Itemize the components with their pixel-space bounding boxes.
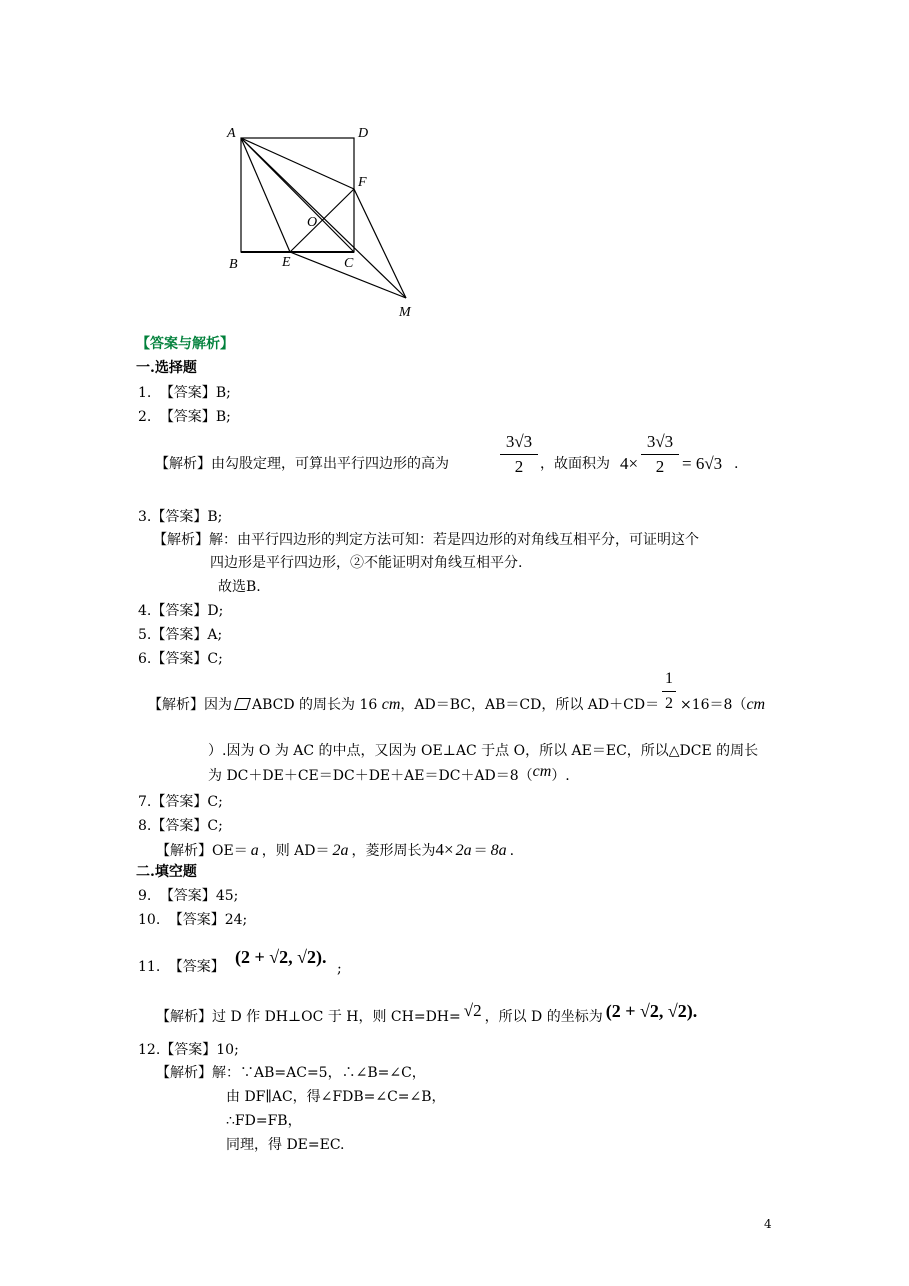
q6-explanation [148,697,659,713]
q12-number: 12. [138,1042,161,1058]
page-number: 4 [764,1217,772,1231]
q8-tag: 【答案】 [151,818,208,834]
q1-tag: 【答案】 [159,385,216,401]
label-e: E [282,255,291,270]
q10-tag: 【答案】 [168,912,225,928]
q2-frac2-den: 2 [641,454,679,477]
q3-explanation [153,533,699,547]
q10-answer: 24; [224,912,248,928]
segment-af [241,138,354,189]
q6-p1: 因为 [204,697,232,713]
q6-frac-den: 2 [662,691,676,713]
q6-line3-b: ）. [551,768,570,784]
q6-line [138,652,223,666]
q8-p2: ，则 AD＝ [261,843,330,859]
q8-explanation [156,841,514,859]
q11-p2: ，所以 D 的坐标为 [484,1009,603,1025]
q8-p3: ，菱形周长为 [351,843,436,859]
q3-jx-tag: 【解析】 [153,532,209,548]
q12-l2: 由 DF∥AC，得∠FDB=∠C=∠B， [226,1089,446,1105]
q12-tag: 【答案】 [160,1042,217,1058]
q4-line [138,604,223,618]
q8-p4: ＝ [473,843,488,859]
q6-cm-unit-2: cm [746,696,766,713]
q12-jx-tag: 【解析】 [156,1065,212,1081]
q2-height-fraction [500,432,538,477]
q7-line [138,795,223,809]
q10-line [138,913,247,927]
q9-answer: 45; [215,888,239,904]
answers-heading: 【答案与解析】 [136,336,234,352]
segment-fm [354,189,406,298]
segment-am [241,138,406,298]
q11-answer-math: (2 + √2, √2). [235,947,327,967]
q11-tag: 【答案】 [168,959,225,975]
q12-l4: 同理，得 DE=EC. [226,1137,345,1153]
q2-area-fraction [641,432,679,477]
q4-answer: D; [207,603,224,619]
q6-number: 6. [138,651,152,667]
q11-sqrt2: √2 [463,1001,482,1020]
q2-jx-tag: 【解析】 [155,456,211,472]
label-f: F [358,175,367,190]
q10-number: 10. [138,912,161,928]
q2-jx-text: 由勾股定理，可算出平行四边形的高为 [211,456,449,472]
section-choice-title: 一.选择题 [136,360,197,376]
q8-jx-tag: 【解析】 [156,843,212,859]
q8-eight-a: 8a [490,842,507,859]
q8-number: 8. [138,818,152,834]
label-a: A [227,126,236,141]
q7-answer: C; [207,794,223,810]
q6-frac-num: 1 [665,670,673,687]
q8-four: 4× [435,840,454,859]
parallelogram-icon [234,698,251,710]
q6-half-fraction [662,670,676,713]
q2-answer: B; [215,409,231,425]
q11-number: 11. [138,959,161,975]
geometry-figure [0,0,909,330]
q11-p1: 过 D 作 DH⊥OC 于 H，则 CH=DH= [212,1009,461,1025]
q2-explanation [155,457,449,471]
q3-tag: 【答案】 [151,509,208,525]
q3-answer: B; [207,509,223,525]
q6-line3-a: 为 DC＋DE＋CE＝DC＋DE＋AE＝DC＋AD＝8（ [208,768,533,784]
q6-cm-unit: cm [381,696,401,713]
q6-tag: 【答案】 [151,651,208,667]
q6-line2: ）.因为 O 为 AC 的中点，又因为 OE⊥AC 于点 O，所以 AE＝EC，所以△DCE 的周长 [208,743,759,759]
q3-line3: 故选B. [218,579,261,595]
q2-mid-text: ，故面积为 [540,456,610,472]
q8-p1: OE＝ [212,843,248,859]
q1-line [138,386,231,400]
q2-end: . [734,456,739,472]
q5-line [138,628,222,642]
q9-tag: 【答案】 [159,888,216,904]
q11-semicolon: ; [337,961,342,977]
q11-coord-math: (2 + √2, √2). [605,1001,698,1021]
q12-explanation [156,1066,426,1080]
q2-frac-den: 2 [500,454,538,477]
q8-line [138,819,223,833]
q12-answer: 10; [216,1042,239,1058]
q5-number: 5. [138,627,152,643]
q7-number: 7. [138,794,152,810]
q3-number: 3. [138,509,152,525]
q2-frac2-num: 3√3 [646,432,674,451]
q1-number: 1. [138,385,152,401]
q6-p3 [680,697,765,713]
q6-jx-tag: 【解析】 [148,697,204,713]
q3-line2: 四边形是平行四边形，②不能证明对角线互相平分. [210,555,523,571]
q11-jx-tag: 【解析】 [156,1009,212,1025]
q8-two-a: 2a [332,842,349,859]
q6-line3 [208,763,570,784]
q12-line [138,1043,239,1057]
q8-a: a [250,842,259,859]
q2-area-prefix: 4× [620,454,639,473]
q8-end: . [509,843,515,859]
q2-tag: 【答案】 [159,409,216,425]
q3-jx-text: 解：由平行四边形的判定方法可知：若是四边形的对角线互相平分，可证明这个 [209,532,699,548]
q2-line [138,410,231,424]
q9-line [138,889,238,903]
section-fill-title: 二.填空题 [136,864,197,880]
q11-line [138,960,225,974]
label-d: D [358,126,369,141]
q2-number: 2. [138,409,152,425]
q11-explanation [156,1001,698,1025]
q6-p1b: ABCD 的周长为 16 [252,697,382,713]
q6-cm-unit-3: cm [532,763,552,780]
q5-tag: 【答案】 [151,627,208,643]
q4-tag: 【答案】 [151,603,208,619]
q12-l1: 解：∵AB=AC=5，∴∠B=∠C， [212,1065,426,1081]
label-c: C [344,256,354,271]
q8-answer: C; [207,818,223,834]
label-m: M [399,305,411,320]
label-o: O [307,215,318,230]
q7-tag: 【答案】 [151,794,208,810]
q3-line [138,510,222,524]
q2-area-result: = 6√3 [682,454,723,473]
label-b: B [229,257,238,272]
q8-two-a-2: 2a [455,842,472,859]
q2-frac-num: 3√3 [505,432,533,451]
q6-p3-text: ×16＝8（ [680,697,747,713]
q6-p2: ，AD＝BC，AB＝CD，所以 AD＋CD＝ [400,697,660,713]
q5-answer: A; [207,627,223,643]
q1-answer: B; [215,385,231,401]
segment-ae [241,138,290,252]
q9-number: 9. [138,888,152,904]
q4-number: 4. [138,603,152,619]
q12-l3: ∴FD=FB， [226,1113,302,1129]
q6-answer: C; [207,651,223,667]
